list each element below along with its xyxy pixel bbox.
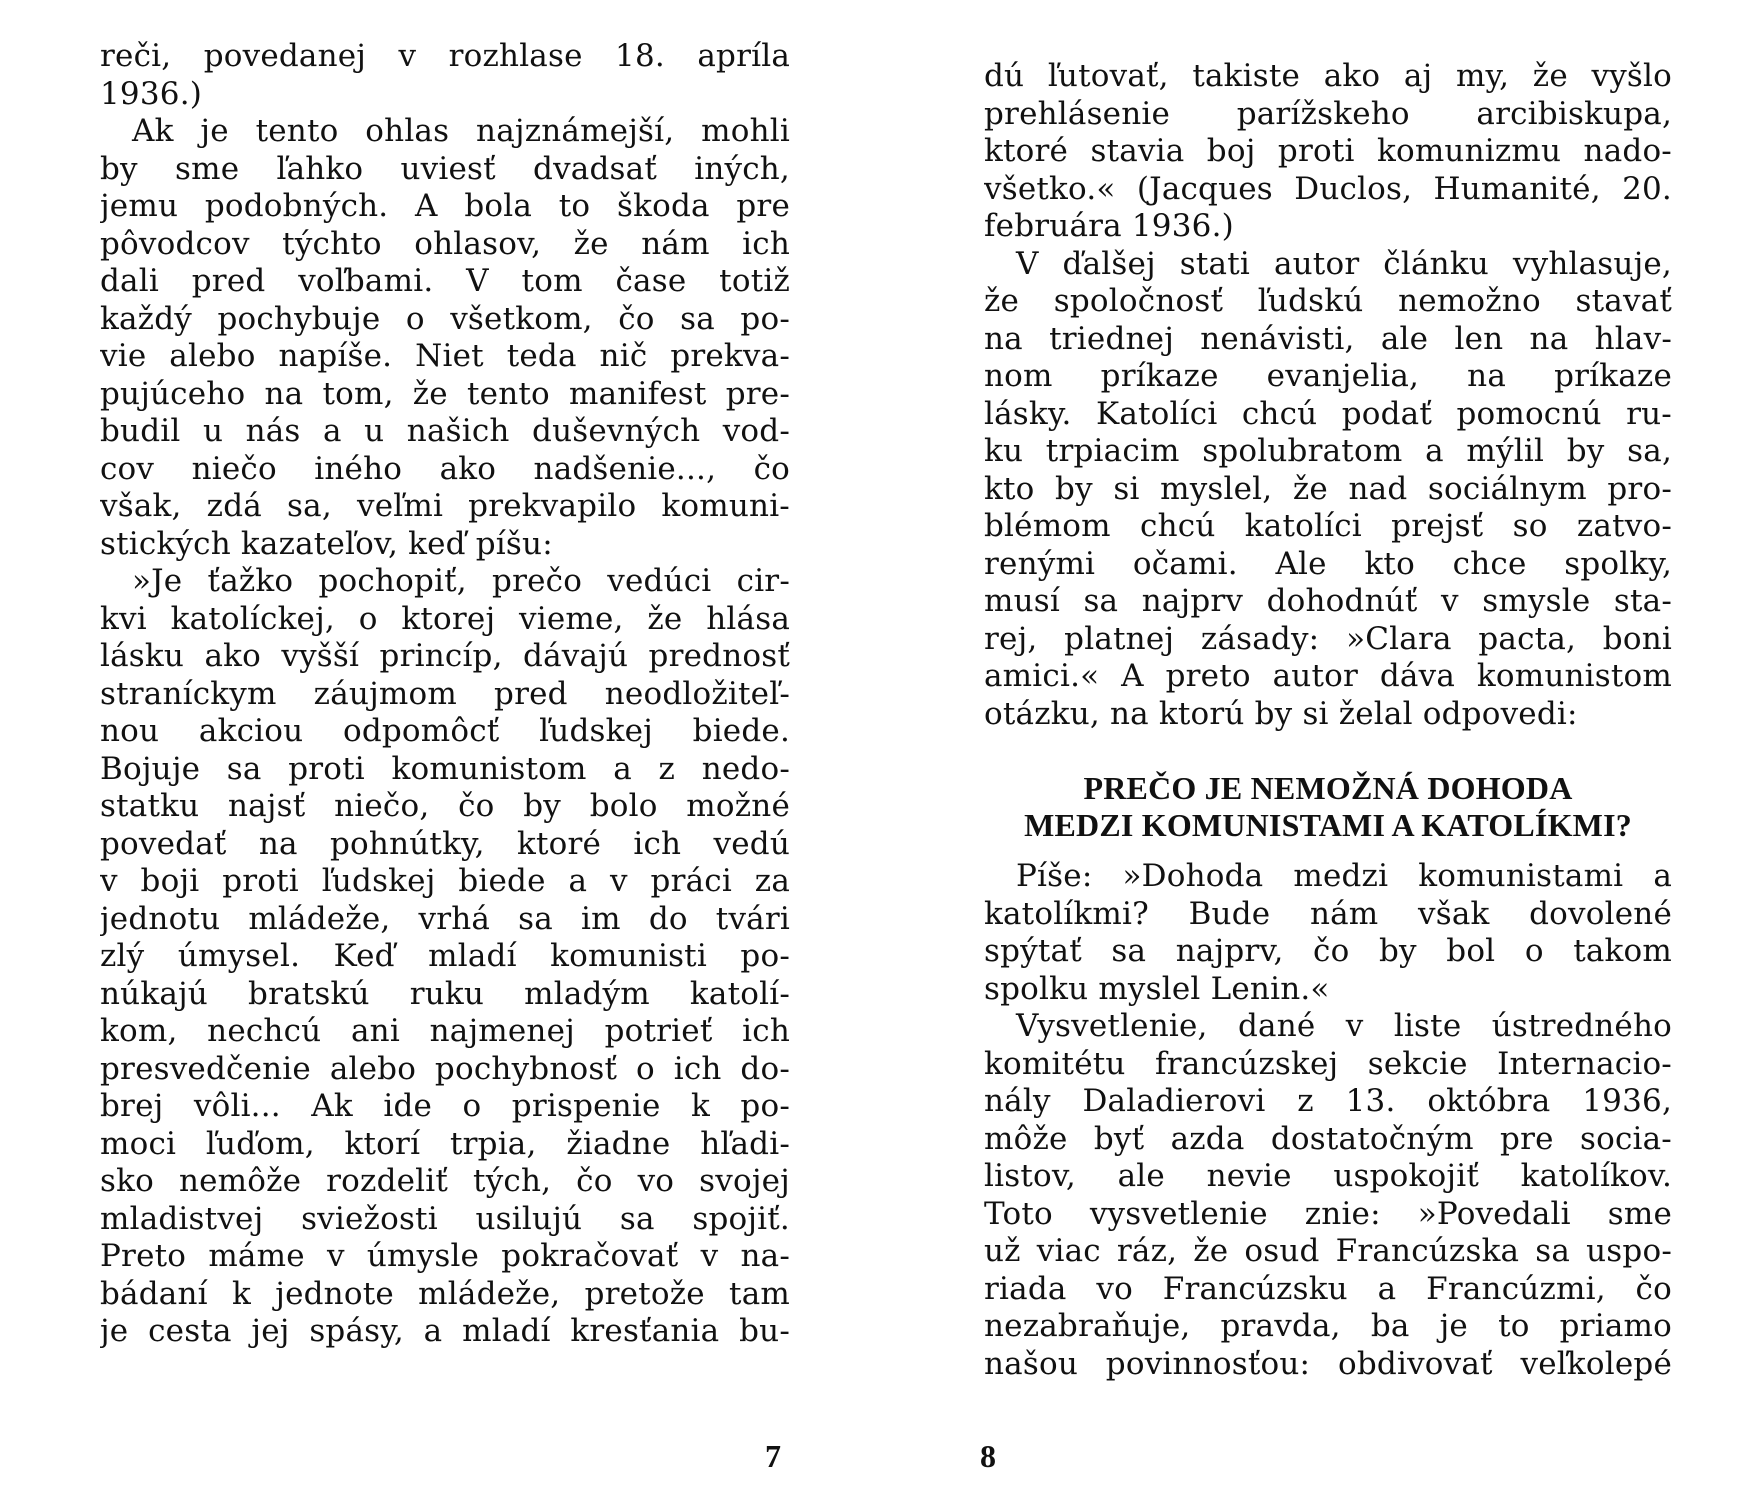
text-line: lásku ako vyšší princíp, dávajú prednosť xyxy=(100,638,790,674)
text-line: že spoločnosť ľudskú nemožno stavať xyxy=(984,283,1672,319)
text-line: ktoré stavia boj proti komunizmu nado- xyxy=(984,133,1672,169)
text-line: našou povinnosťou: obdivovať veľkolepé xyxy=(984,1345,1672,1382)
section-heading-line: PREČO JE NEMOŽNÁ DOHODA xyxy=(1083,770,1573,806)
text-line: reči, povedanej v rozhlase 18. apríla xyxy=(100,38,790,74)
text-line: katolíkmi? Bude nám však dovolené xyxy=(984,895,1672,932)
text-line: však, zdá sa, veľmi prekvapilo komuni- xyxy=(100,488,790,524)
text-line: núkajú bratskú ruku mladým katolí- xyxy=(100,975,790,1012)
paragraph-first-line: V ďalšej stati autor článku vyhlasuje, xyxy=(1016,245,1672,282)
text-line: Toto vysvetlenie znie: »Povedali sme xyxy=(984,1195,1672,1232)
text-line: prehlásenie parížskeho arcibiskupa, xyxy=(984,95,1672,132)
text-line: už viac ráz, že osud Francúzska sa uspo- xyxy=(984,1233,1672,1269)
text-line: nom príkaze evanjelia, na príkaze xyxy=(984,358,1672,394)
text-line: by sme ľahko uviesť dvadsať iných, xyxy=(100,150,790,187)
text-line: v boji proti ľudskej biede a v práci za xyxy=(100,863,790,899)
text-line: Preto máme v úmysle pokračovať v na- xyxy=(100,1238,790,1274)
text-line: bádaní k jednote mládeže, pretože tam xyxy=(100,1275,790,1312)
paragraph-first-line: Vysvetlenie, dané v liste ústredného xyxy=(1016,1008,1672,1044)
text-line: jemu podobných. A bola to škoda pre xyxy=(100,188,790,224)
text-line: statku najsť niečo, čo by bolo možné xyxy=(100,788,790,824)
text-line: nály Daladierovi z 13. októbra 1936, xyxy=(984,1083,1672,1119)
text-line: spýtať sa najprv, čo by bol o takom xyxy=(984,933,1672,969)
text-line: môže byť azda dostatočným pre socia- xyxy=(984,1120,1672,1157)
page-number: 7 xyxy=(765,1438,781,1474)
text-line: mladistvej sviežosti usilujú sa spojiť. xyxy=(100,1200,790,1237)
text-line: spolku myslel Lenin.« xyxy=(984,970,1330,1007)
text-line: februára 1936.) xyxy=(984,208,1234,244)
text-line: nezabraňuje, pravda, ba je to priamo xyxy=(984,1308,1672,1344)
text-line: kom, nechcú ani najmenej potrieť ich xyxy=(100,1013,790,1049)
text-line: stických kazateľov, keď píšu: xyxy=(100,525,553,562)
text-line: straníckym záujmom pred neodložiteľ- xyxy=(100,675,790,712)
text-line: rej, platnej zásady: »Clara pacta, boni xyxy=(984,620,1672,657)
text-line: musí sa najprv dohodnúť v smysle sta- xyxy=(984,583,1672,619)
text-line: na triednej nenávisti, ale len na hlav- xyxy=(984,320,1672,357)
text-line: jednotu mládeže, vrhá sa im do tvári xyxy=(100,900,790,937)
text-line: brej vôli... Ak ide o prispenie k po- xyxy=(100,1088,790,1124)
text-line: sko nemôže rozdeliť tých, čo vo svojej xyxy=(100,1163,790,1199)
text-line: pujúceho na tom, že tento manifest pre- xyxy=(100,375,790,412)
text-line: lásky. Katolíci chcú podať pomocnú ru- xyxy=(984,395,1672,432)
text-line: kvi katolíckej, o ktorej vieme, že hlása xyxy=(100,600,790,637)
text-line: povedať na pohnútky, ktoré ich vedú xyxy=(100,825,790,862)
text-line: vie alebo napíše. Niet teda nič prekva- xyxy=(100,338,790,374)
text-line: blémom chcú katolíci prejsť so zatvo- xyxy=(984,508,1672,544)
text-line: Bojuje sa proti komunistom a z nedo- xyxy=(100,750,790,787)
text-line: presvedčenie alebo pochybnosť o ich do- xyxy=(100,1050,790,1087)
text-line: pôvodcov týchto ohlasov, že nám ich xyxy=(100,225,790,262)
text-line: všetko.« (Jacques Duclos, Humanité, 20. xyxy=(984,170,1672,207)
left-page-text xyxy=(100,38,790,1351)
section-heading-line: MEDZI KOMUNISTAMI A KATOLÍKMI? xyxy=(1024,807,1632,843)
text-line: budil u nás a u našich duševných vod- xyxy=(100,413,790,449)
text-line: cov niečo iného ako nadšenie..., čo xyxy=(100,450,790,487)
paragraph-first-line: Ak je tento ohlas najznámejší, mohli xyxy=(132,113,790,149)
quote-first-line: »Je ťažko pochopiť, prečo vedúci cir- xyxy=(132,563,790,599)
text-line: dú ľutovať, takiste ako aj my, že vyšlo xyxy=(984,58,1672,94)
section-heading xyxy=(984,770,1672,844)
text-line: riada vo Francúzsku a Francúzmi, čo xyxy=(984,1270,1672,1307)
text-line: komitétu francúzskej sekcie Internacio- xyxy=(984,1045,1672,1082)
text-line: dali pred voľbami. V tom čase totiž xyxy=(100,263,790,299)
text-line: nou akciou odpomôcť ľudskej biede. xyxy=(100,713,790,749)
paragraph-first-line: Píše: »Dohoda medzi komunistami a xyxy=(1016,858,1672,894)
text-line: každý pochybuje o všetkom, čo sa po- xyxy=(100,300,790,337)
text-line: ku trpiacim spolubratom a mýlil by sa, xyxy=(984,433,1672,469)
text-line: je cesta jej spásy, a mladí kresťania bu- xyxy=(100,1313,790,1349)
right-page xyxy=(876,0,1752,1500)
text-line: zlý úmysel. Keď mladí komunisti po- xyxy=(100,938,790,974)
text-line: listov, ale nevie uspokojiť katolíkov. xyxy=(984,1158,1672,1194)
text-line: 1936.) xyxy=(100,75,203,112)
right-page-text xyxy=(984,58,1672,1383)
page-number: 8 xyxy=(980,1438,996,1474)
text-line: otázku, na ktorú by si želal odpovedi: xyxy=(984,695,1578,732)
text-line: renými očami. Ale kto chce spolky, xyxy=(984,545,1672,582)
text-line: moci ľuďom, ktorí trpia, žiadne hľadi- xyxy=(100,1125,790,1162)
text-line: kto by si myslel, že nad sociálnym pro- xyxy=(984,470,1672,507)
text-line: amici.« A preto autor dáva komunistom xyxy=(984,658,1672,694)
